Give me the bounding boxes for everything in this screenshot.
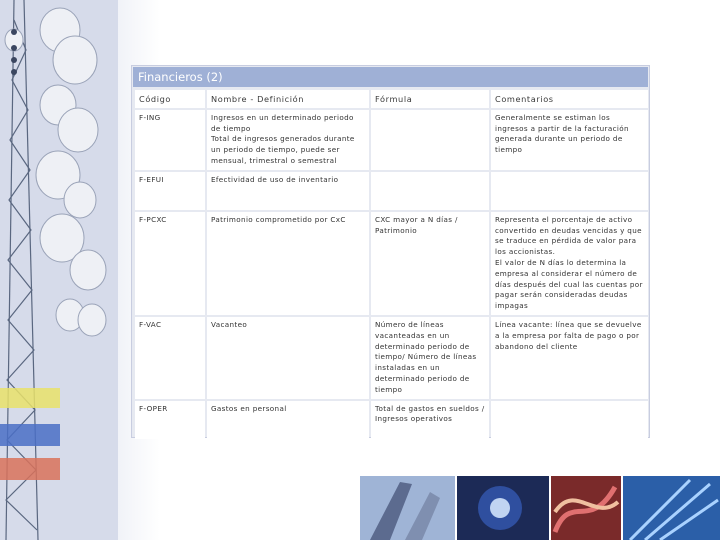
header-formula: Fórmula	[371, 90, 489, 108]
table-row	[135, 401, 648, 439]
telecom-photo-strip	[360, 472, 720, 540]
cell-comentarios	[491, 401, 648, 439]
header-comentarios: Comentarios	[491, 90, 648, 108]
tower-image	[0, 0, 118, 540]
cell-nombre: Vacanteo	[207, 317, 369, 399]
cell-nombre: Efectividad de uso de inventario	[207, 172, 369, 210]
table-row	[135, 172, 648, 210]
table-row	[135, 212, 648, 315]
table-row	[135, 110, 648, 170]
header-codigo: Código	[135, 90, 205, 108]
cell-formula	[371, 110, 489, 170]
cell-comentarios	[491, 172, 648, 210]
cell-nombre: Patrimonio comprometido por CxC	[207, 212, 369, 315]
table-header-row	[135, 90, 648, 108]
header-nombre: Nombre - Definición	[207, 90, 369, 108]
cell-formula: Total de gastos en sueldos / Ingresos operativos	[371, 401, 489, 439]
cell-codigo: F-VAC	[135, 317, 205, 399]
table-row	[135, 317, 648, 399]
cell-formula: CXC mayor a N días / Patrimonio	[371, 212, 489, 315]
cell-comentarios: Representa el porcentaje de activo convertido en deudas vencidas y que se traduce en pérdida de valor para los accionistas. El valor de N días lo determina la empresa al considerar el número de días después del cual las cuentas por pagar serán consideradas deudas impagas	[491, 212, 648, 315]
cell-nombre: Gastos en personal	[207, 401, 369, 439]
cell-codigo: F-PCXC	[135, 212, 205, 315]
table-title: Financieros (2)	[133, 67, 648, 87]
cell-codigo: F-ING	[135, 110, 205, 170]
cell-codigo: F-OPER	[135, 401, 205, 439]
cell-comentarios: Generalmente se estiman los ingresos a partir de la facturación generada durante un periodo de tiempo	[491, 110, 648, 170]
cell-codigo: F-EFUI	[135, 172, 205, 210]
cell-formula	[371, 172, 489, 210]
cell-nombre: Ingresos en un determinado periodo de tiempo Total de ingresos generados durante un periodo de tiempo, puede ser mensual, trimestral o semestral	[207, 110, 369, 170]
cell-comentarios: Línea vacante: línea que se devuelve a la empresa por falta de pago o por abandono del cliente	[491, 317, 648, 399]
cell-formula: Número de líneas vacanteadas en un determinado periodo de tiempo/ Número de líneas instaladas en un determinado periodo de tiempo	[371, 317, 489, 399]
financial-indicators-table	[133, 88, 650, 441]
